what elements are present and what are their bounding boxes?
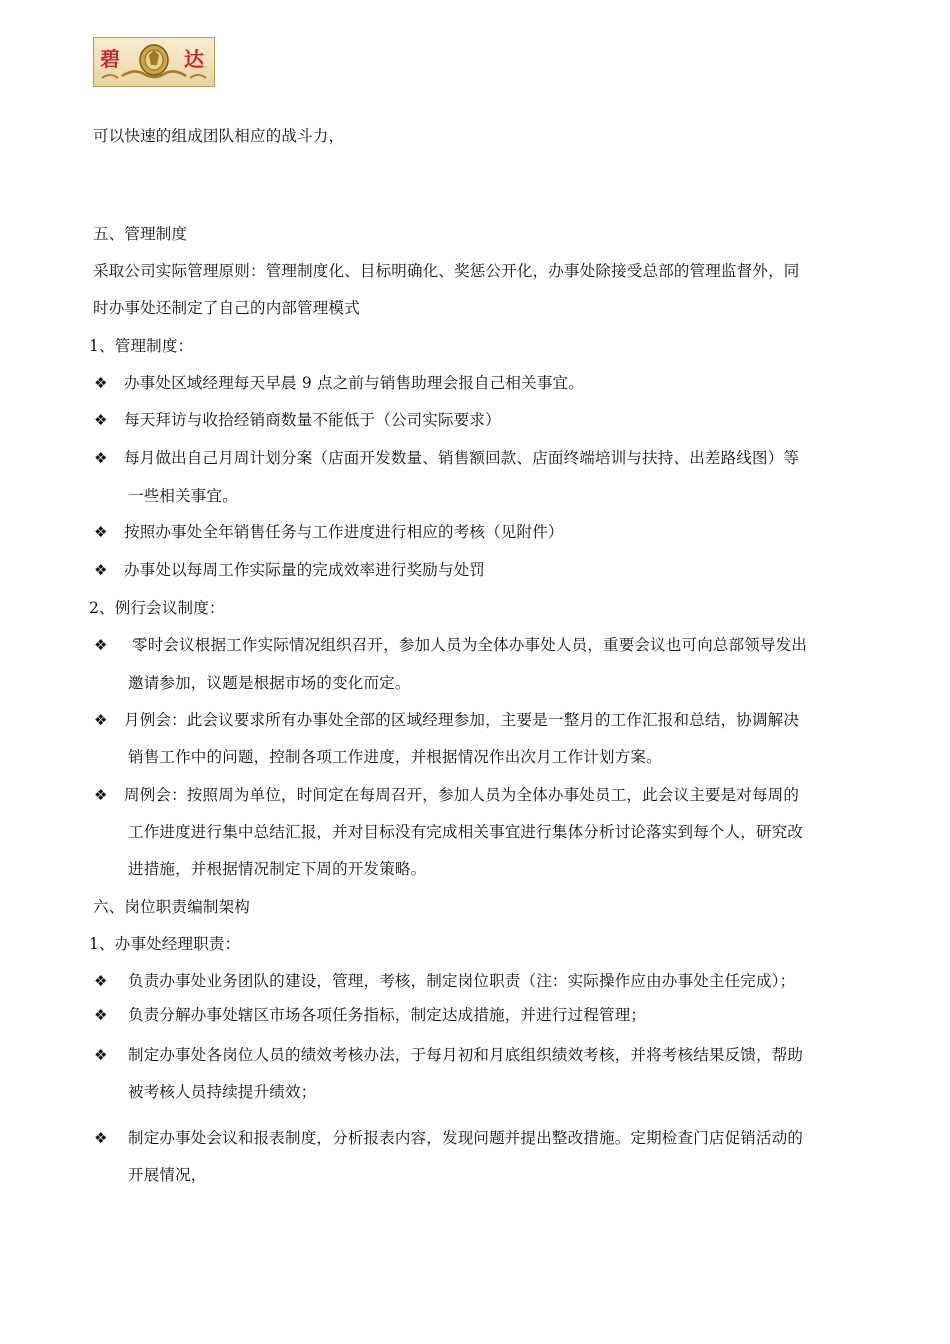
bullet-icon: ❖ <box>94 1006 108 1024</box>
bullet-icon: ❖ <box>94 636 108 654</box>
list-item: 月例会：此会议要求所有办事处全部的区域经理参加，主要是一整月的工作汇报和总结，协调解决 <box>124 711 800 729</box>
bullet-icon: ❖ <box>94 972 108 990</box>
list-item: 零时会议根据工作实际情况组织召开，参加人员为全体办事处人员，重要会议也可向总部领导发出 <box>132 636 808 654</box>
bullet-icon: ❖ <box>94 374 108 392</box>
company-logo <box>93 37 215 87</box>
bullet-icon: ❖ <box>94 411 108 429</box>
list-item: 每天拜访与收拾经销商数量不能低于（公司实际要求） <box>124 411 501 429</box>
subsection-heading: 2、例行会议制度： <box>89 599 225 617</box>
list-item-continuation: 邀请参加，议题是根据市场的变化而定。 <box>128 674 411 692</box>
list-item: 制定办事处各岗位人员的绩效考核办法，于每月初和月底组织绩效考核，并将考核结果反馈，帮助 <box>128 1046 804 1064</box>
list-item-continuation: 被考核人员持续提升绩效； <box>128 1083 317 1101</box>
list-item: 负责分解办事处辖区市场各项任务指标，制定达成措施，并进行过程管理； <box>128 1006 647 1024</box>
bullet-icon: ❖ <box>94 1046 108 1064</box>
list-item: 办事处以每周工作实际量的完成效率进行奖励与处罚 <box>124 561 486 579</box>
body-text: 时办事处还制定了自己的内部管理模式 <box>93 299 360 317</box>
bullet-icon: ❖ <box>94 561 108 579</box>
body-text: 可以快速的组成团队相应的战斗力， <box>93 127 345 145</box>
bullet-icon: ❖ <box>94 711 108 729</box>
logo-emblem-icon <box>94 38 214 86</box>
bullet-icon: ❖ <box>94 449 108 467</box>
subsection-heading: 1、办事处经理职责： <box>89 935 241 953</box>
body-text: 采取公司实际管理原则：管理制度化、目标明确化、奖惩公开化，办事处除接受总部的管理监督外，同 <box>93 262 800 280</box>
list-item-continuation: 一些相关事宜。 <box>128 487 238 505</box>
list-item-continuation: 工作进度进行集中总结汇报，并对目标没有完成相关事宜进行集体分析讨论落实到每个人，研究改 <box>128 823 804 841</box>
logo-char-left: 碧 <box>100 47 120 71</box>
list-item: 按照办事处全年销售任务与工作进度进行相应的考核（见附件） <box>124 523 564 541</box>
bullet-icon: ❖ <box>94 786 108 804</box>
list-item: 周例会：按照周为单位，时间定在每周召开，参加人员为全体办事处员工，此会议主要是对每周的 <box>124 786 800 804</box>
list-item-continuation: 开展情况， <box>128 1166 207 1184</box>
logo-char-right: 达 <box>184 47 204 71</box>
section-heading: 五、管理制度 <box>93 225 188 243</box>
subsection-heading: 1、管理制度： <box>89 337 194 355</box>
list-item: 负责办事处业务团队的建设，管理，考核，制定岗位职责（注：实际操作应由办事处主任完成）； <box>128 972 796 990</box>
list-item-continuation: 销售工作中的问题，控制各项工作进度，并根据情况作出次月工作计划方案。 <box>128 748 662 766</box>
section-heading: 六、岗位职责编制架构 <box>93 898 251 916</box>
bullet-icon: ❖ <box>94 523 108 541</box>
list-item: 办事处区域经理每天早晨 9 点之前与销售助理会报自己相关事宜。 <box>124 374 584 392</box>
list-item: 制定办事处会议和报表制度，分析报表内容，发现问题并提出整改措施。定期检查门店促销活动的 <box>128 1129 804 1147</box>
list-item: 每月做出自己月周计划分案（店面开发数量、销售额回款、店面终端培训与扶持、出差路线图）等 <box>124 449 800 467</box>
list-item-continuation: 进措施，并根据情况制定下周的开发策略。 <box>128 860 427 878</box>
bullet-icon: ❖ <box>94 1129 108 1147</box>
